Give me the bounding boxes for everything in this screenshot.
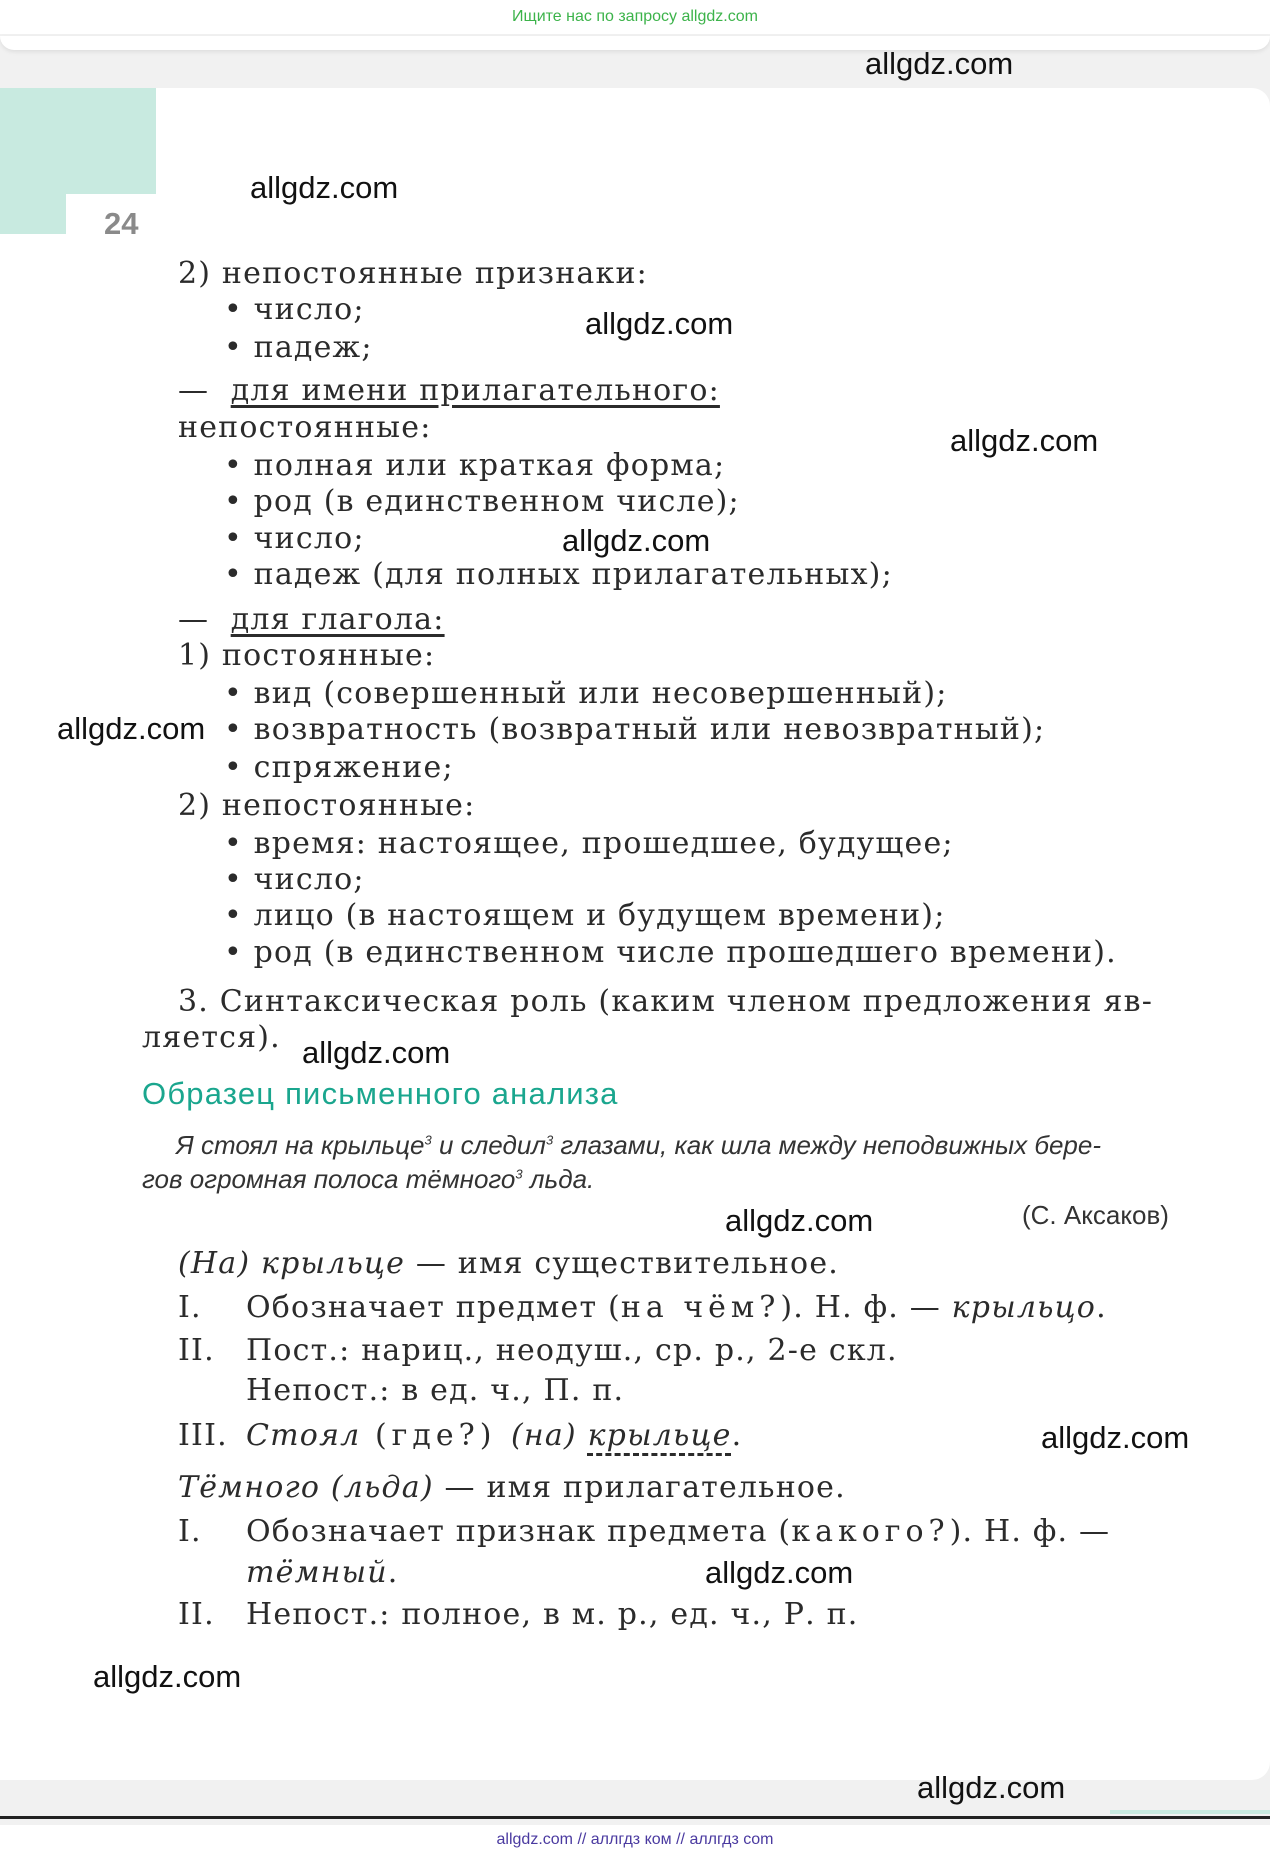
- text-line: • число;: [224, 862, 365, 897]
- search-hint-banner: Ищите нас по запросу allgdz.com: [0, 0, 1270, 34]
- watermark: allgdz.com: [950, 423, 1099, 458]
- watermark: allgdz.com: [250, 170, 399, 205]
- roman-numeral: I.: [178, 1514, 202, 1549]
- text-line: • род (в единственном числе);: [224, 484, 740, 519]
- bottom-divider: [0, 1816, 1270, 1819]
- analysis-line: [246, 1514, 1110, 1549]
- analysis-line: Пост.: нариц., неодуш., ср. р., 2-е скл.: [246, 1333, 898, 1368]
- base-form: тёмный: [246, 1555, 388, 1590]
- text-line: • спряжение;: [224, 750, 454, 785]
- watermark: allgdz.com: [562, 523, 711, 558]
- text-line: • число;: [224, 521, 365, 556]
- watermark: allgdz.com: [93, 1659, 242, 1694]
- example-text: льда.: [522, 1164, 595, 1194]
- underlined-title: для имени прилагательного:: [230, 373, 720, 408]
- text-line: • возвратность (возвратный или невозвратный);: [224, 712, 1046, 747]
- analysis-word: Стоял: [246, 1418, 361, 1453]
- text-line: 1) постоянные:: [178, 638, 436, 673]
- page-number: 24: [104, 206, 139, 241]
- text-line: • вид (совершенный или несовершенный);: [224, 676, 948, 711]
- analysis-text: ). Н. ф. —: [780, 1290, 952, 1325]
- analysis-word: (На) крыльце: [178, 1246, 406, 1281]
- bottom-accent: [1110, 1810, 1270, 1814]
- watermark: allgdz.com: [57, 711, 206, 746]
- analysis-text: ). Н. ф. —: [949, 1514, 1111, 1549]
- question-text: какого?: [791, 1514, 950, 1549]
- watermark: allgdz.com: [585, 306, 734, 341]
- section-heading: Образец письменного анализа: [142, 1076, 619, 1111]
- watermark: allgdz.com: [725, 1203, 874, 1238]
- analysis-line: [246, 1290, 1107, 1325]
- analysis-line: Непост.: в ед. ч., П. п.: [246, 1373, 625, 1408]
- roman-numeral: III.: [178, 1418, 228, 1453]
- superscript: 3: [545, 1132, 554, 1148]
- example-line: [176, 1130, 1101, 1161]
- text-line: 2) непостоянные признаки:: [178, 256, 648, 291]
- text-line: • время: настоящее, прошедшее, будущее;: [224, 826, 954, 861]
- roman-numeral: I.: [178, 1290, 202, 1325]
- analysis-line: [178, 1246, 839, 1281]
- analysis-word: (на): [510, 1418, 577, 1453]
- base-form: крыльцо: [951, 1290, 1097, 1325]
- top-strip: [0, 36, 1270, 50]
- analysis-text: .: [387, 1555, 399, 1590]
- text-line: • падеж (для полных прилагательных);: [224, 557, 893, 592]
- text-line: • полная или краткая форма;: [224, 448, 726, 483]
- example-text: гов огромная полоса тёмного: [142, 1164, 516, 1194]
- roman-numeral: II.: [178, 1597, 215, 1632]
- text-line: ляется).: [142, 1020, 281, 1055]
- question-text: (где?): [360, 1418, 511, 1453]
- quote-source: (С. Аксаков): [1022, 1200, 1169, 1230]
- analysis-text: — имя прилагательное.: [433, 1470, 846, 1505]
- example-text: и следил: [431, 1130, 546, 1160]
- analysis-text: Обозначает признак предмета (: [246, 1514, 792, 1549]
- example-text: Я стоял на крыльце: [176, 1130, 425, 1160]
- watermark: allgdz.com: [1041, 1420, 1190, 1455]
- footer-links[interactable]: allgdz.com // аллгдз ком // аллгдз com: [0, 1825, 1270, 1858]
- example-text: глазами, как шла между неподвижных бере-: [553, 1130, 1101, 1160]
- example-line: [142, 1164, 594, 1195]
- analysis-text: .: [731, 1418, 743, 1453]
- analysis-word: Тёмного (льда): [178, 1470, 434, 1505]
- text-line: • лицо (в настоящем и будущем времени);: [224, 898, 946, 933]
- dash: —: [178, 602, 210, 637]
- analysis-line: [246, 1555, 399, 1590]
- text-line: • число;: [224, 292, 365, 327]
- section-title-adjective: [178, 373, 720, 408]
- text-line: • падеж;: [224, 330, 373, 365]
- roman-numeral: II.: [178, 1333, 215, 1368]
- analysis-text: Обозначает предмет (: [246, 1290, 621, 1325]
- watermark: allgdz.com: [302, 1035, 451, 1070]
- watermark: allgdz.com: [705, 1555, 854, 1590]
- section-title-verb: [178, 602, 445, 637]
- text-line: 3. Синтаксическая роль (каким членом предложения яв-: [178, 984, 1154, 1019]
- superscript: 3: [515, 1166, 523, 1182]
- watermark: allgdz.com: [917, 1770, 1066, 1805]
- analysis-line: [246, 1418, 742, 1453]
- question-text: на чём?: [620, 1290, 781, 1325]
- underlined-title: для глагола:: [230, 602, 445, 637]
- analysis-text: .: [1096, 1290, 1107, 1325]
- superscript: 3: [424, 1132, 432, 1148]
- text-line: • род (в единственном числе прошедшего времени).: [224, 935, 1117, 970]
- text-line: непостоянные:: [178, 410, 432, 445]
- dash: —: [178, 373, 210, 408]
- analysis-line: [178, 1290, 202, 1325]
- analysis-line: Непост.: полное, в м. р., ед. ч., Р. п.: [246, 1597, 859, 1632]
- analysis-text: — имя существительное.: [405, 1246, 840, 1281]
- watermark: allgdz.com: [865, 46, 1014, 81]
- text-line: 2) непостоянные:: [178, 788, 476, 823]
- adverbial-underlined-word: крыльце: [587, 1418, 732, 1453]
- analysis-line: [178, 1470, 846, 1505]
